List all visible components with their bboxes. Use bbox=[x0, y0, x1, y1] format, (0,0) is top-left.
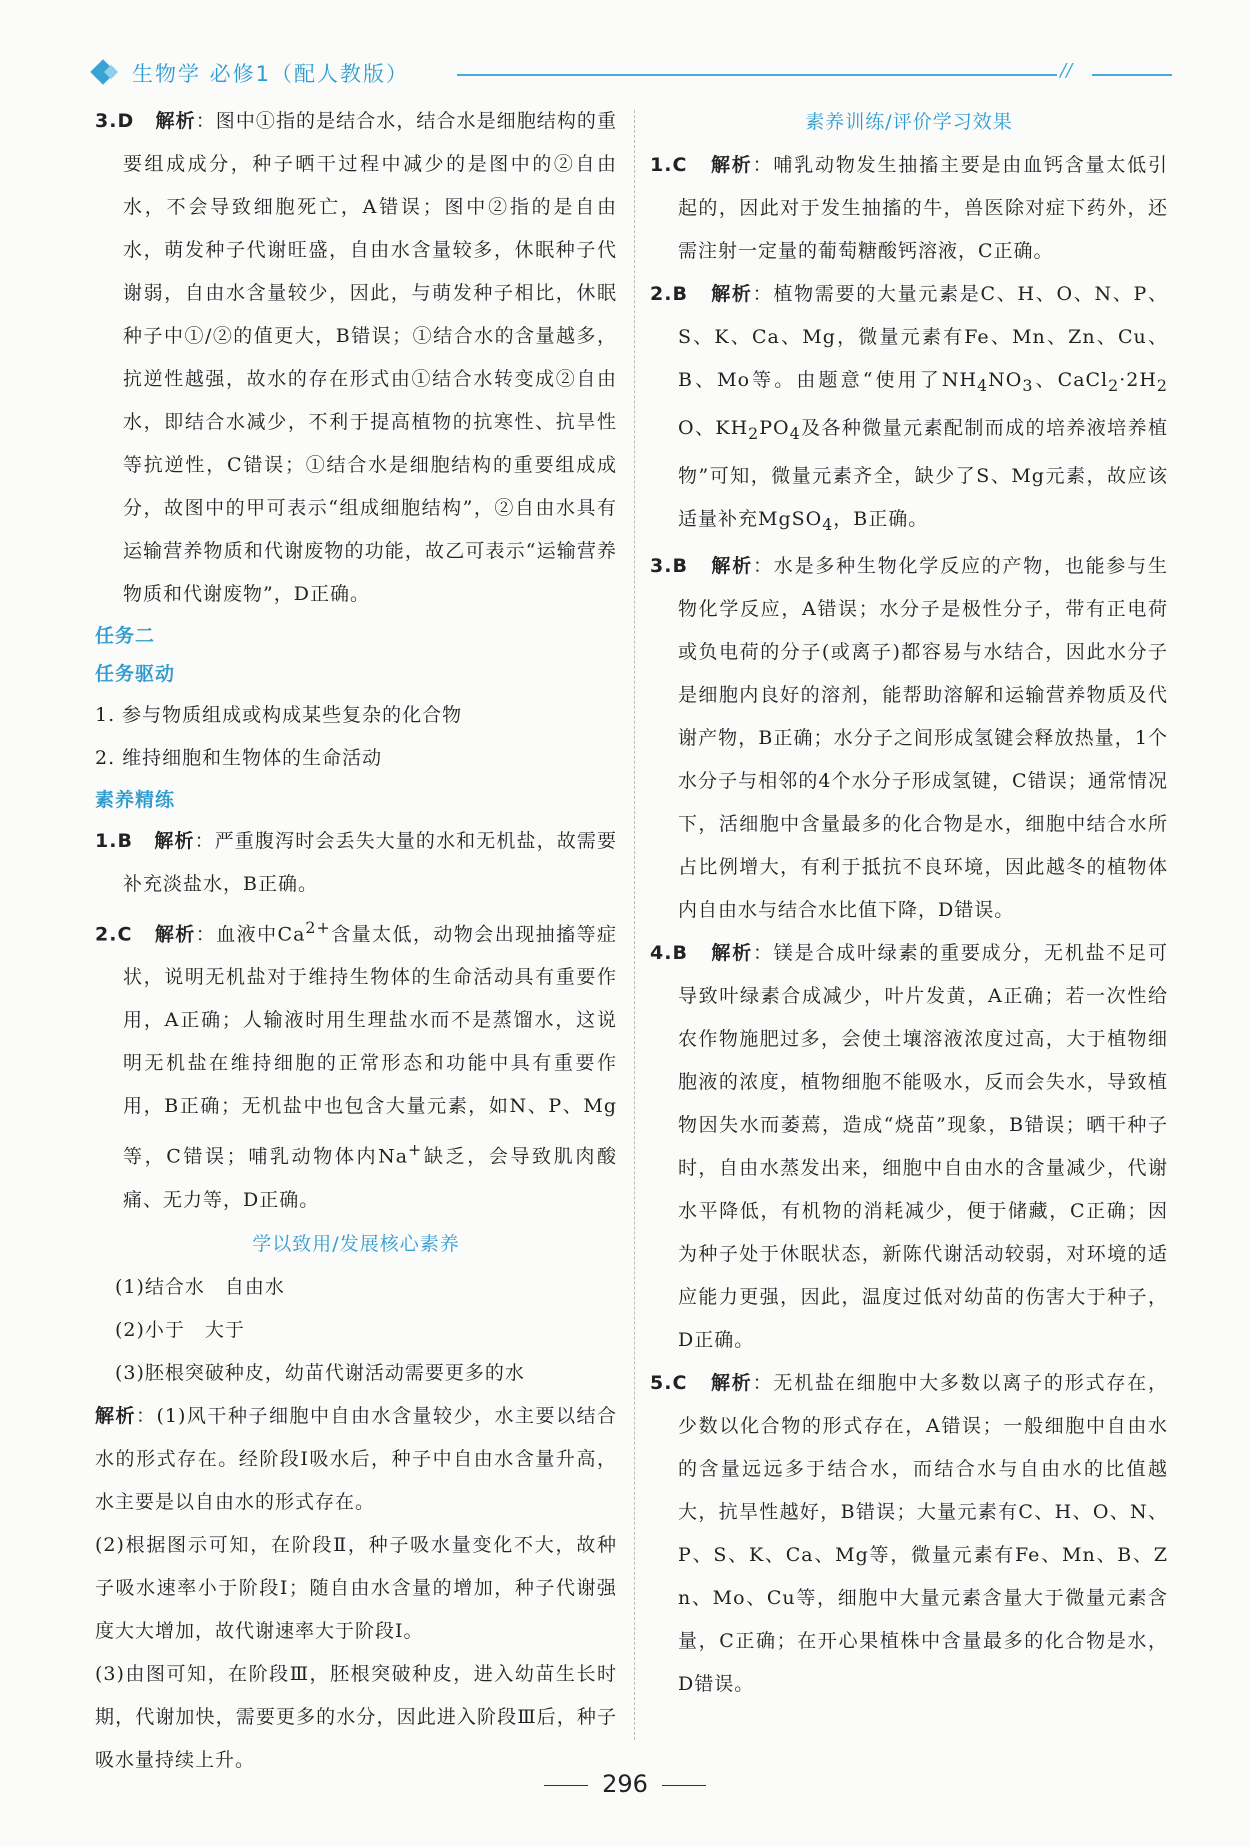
apply-answer-1: (1)结合水 自由水 bbox=[115, 1275, 285, 1298]
right-column bbox=[650, 100, 1168, 1706]
analysis-text: ：植物需要的大量元素是C、H、O、N、P、S、K、Ca、Mg，微量元素有Fe、Mn、Zn、Cu、B、Mo等。由题意“使用了NH bbox=[678, 283, 1168, 391]
answer-item-3 bbox=[95, 100, 617, 616]
item-number: 3. bbox=[95, 110, 118, 132]
formula-subscript: 4 bbox=[789, 423, 801, 443]
formula-subscript: 3 bbox=[1022, 375, 1034, 395]
training-item-4 bbox=[650, 932, 1168, 1362]
answer-letter: B bbox=[117, 830, 133, 852]
analysis-text: 含量太低，动物会出现抽搐等症状，说明无机盐对于维持生物体的生命活动具有重要作用，A正确；人输液时用生理盐水而不是蒸馏水，这说明无机盐在维持细胞的正常形态和功能中具有重要作用，B正确；无机盐中也包含大量元素，如N、P、Mg等，C错误；哺乳动物体内Na bbox=[123, 923, 617, 1168]
answer-letter: C bbox=[672, 154, 688, 176]
analysis-text: ：无机盐在细胞中大多数以离子的形式存在，少数以化合物的形式存在，A错误；一般细胞中自由水的含量远远多于结合水，而结合水与自由水的比值越大，抗旱性越好，B错误；大量元素有C、H、O、N、P、S、K、Ca、Mg等，微量元素有Fe、Mn、B、Zn、Mo、Cu等，细胞中大量元素含量大于微量元素含量，C正确；在开心果植株中含量最多的化合物是水，D错误。 bbox=[678, 1372, 1168, 1696]
section-task-drive: 任务驱动 bbox=[95, 663, 176, 685]
page-number bbox=[0, 1770, 1250, 1798]
formula-subscript: 4 bbox=[822, 514, 834, 534]
header-slash-icon: // bbox=[1060, 60, 1073, 81]
analysis-text: PO bbox=[759, 416, 790, 439]
answer-letter: B bbox=[672, 283, 688, 305]
analysis-text: O、KH bbox=[678, 416, 749, 439]
apply-answer-2: (2)小于 大于 bbox=[115, 1318, 245, 1341]
column-divider bbox=[634, 110, 635, 1740]
section-apply-title: 学以致用/发展核心素养 bbox=[252, 1232, 460, 1255]
page-number-dash-right bbox=[662, 1785, 706, 1786]
book-title: 生物学 必修1（配人教版） bbox=[132, 62, 410, 86]
analysis-label: 解析 bbox=[710, 1372, 753, 1395]
page-number-value: 296 bbox=[602, 1770, 648, 1798]
apply-answer-3: (3)胚根突破种皮，幼苗代谢活动需要更多的水 bbox=[115, 1361, 525, 1384]
item-number: 2. bbox=[95, 923, 118, 946]
analysis-text: ，B正确。 bbox=[833, 507, 929, 530]
analysis-text: ：(1)风干种子细胞中自由水含量较少，水主要以结合水的形式存在。经阶段Ⅰ吸水后，种子中自由水含量升高，水主要是以自由水的形式存在。 bbox=[95, 1404, 617, 1513]
answer-letter: B bbox=[672, 555, 688, 578]
left-column bbox=[95, 100, 617, 1782]
apply-analysis-1 bbox=[95, 1395, 617, 1524]
answer-letter: B bbox=[672, 942, 688, 965]
analysis-text: ·2H bbox=[1119, 369, 1157, 391]
item-number: 2. bbox=[650, 283, 673, 305]
analysis-text: NO bbox=[988, 369, 1023, 391]
training-item-5 bbox=[650, 1362, 1168, 1706]
formula-subscript: 2 bbox=[748, 423, 760, 443]
page-header bbox=[92, 56, 1172, 92]
analysis-text: ：哺乳动物发生抽搐主要是由血钙含量太低引起的，因此对于发生抽搐的牛，兽医除对症下药外，还需注射一定量的葡萄糖酸钙溶液，C正确。 bbox=[678, 154, 1168, 262]
training-item-3 bbox=[650, 545, 1168, 932]
charge-superscript: + bbox=[408, 1140, 423, 1160]
answer-letter: C bbox=[672, 1372, 688, 1395]
item-number: 4. bbox=[650, 942, 673, 965]
practice-item-1 bbox=[95, 820, 617, 906]
analysis-text: ：血液中Ca bbox=[195, 923, 306, 946]
page-number-dash-left bbox=[544, 1785, 588, 1786]
analysis-label: 解析 bbox=[154, 923, 196, 946]
formula-subscript: 4 bbox=[977, 375, 989, 395]
practice-item-2 bbox=[95, 906, 617, 1222]
charge-superscript: 2+ bbox=[305, 918, 331, 937]
header-rule bbox=[457, 74, 1057, 76]
analysis-text: ：水是多种生物化学反应的产物，也能参与生物化学反应，A错误；水分子是极性分子，带有正电荷或负电荷的分子(或离子)都容易与水结合，因此水分子是细胞内良好的溶剂，能帮助溶解和运输营养物质及代谢产物，B正确；水分子之间形成氢键会释放热量，1个水分子与相邻的4个水分子形成氢键，C错误；通常情况下，活细胞中含量最多的化合物是水，细胞中结合水所占比例增大，有利于抵抗不良环境，因此越冬的植物体内自由水与结合水比值下降，D错误。 bbox=[678, 555, 1168, 922]
analysis-text: 、CaCl bbox=[1033, 369, 1109, 391]
drive-item-2: 2. 维持细胞和生物体的生命活动 bbox=[95, 747, 383, 769]
training-item-1 bbox=[650, 144, 1168, 273]
header-rule-end bbox=[1092, 74, 1172, 76]
section-task-2: 任务二 bbox=[95, 625, 156, 647]
analysis-label: 解析 bbox=[154, 830, 195, 852]
analysis-label: 解析 bbox=[711, 942, 753, 965]
item-number: 3. bbox=[650, 555, 673, 578]
section-practice: 素养精练 bbox=[95, 789, 176, 811]
item-number: 1. bbox=[95, 830, 118, 852]
analysis-text: ：图中①指的是结合水，结合水是细胞结构的重要组成成分，种子晒干过程中减少的是图中的②自由水，不会导致细胞死亡，A错误；图中②指的是自由水，萌发种子代谢旺盛，自由水含量较多，休眠种子代谢弱，自由水含量较少，因此，与萌发种子相比，休眠种子中①/②的值更大，B错误；①结合水的含量越多，抗逆性越强，故水的存在形式由①结合水转变成②自由水，即结合水减少，不利于提高植物的抗寒性、抗旱性等抗逆性，C错误；①结合水是细胞结构的重要组成成分，故图中的甲可表示“组成细胞结构”，②自由水具有运输营养物质和代谢废物的功能，故乙可表示“运输营养物质和代谢废物”，D正确。 bbox=[123, 110, 617, 605]
drive-item-1: 1. 参与物质组成或构成某些复杂的化合物 bbox=[95, 704, 463, 726]
analysis-label: 解析 bbox=[711, 555, 753, 578]
section-training-title: 素养训练/评价学习效果 bbox=[805, 111, 1013, 133]
item-number: 5. bbox=[650, 1372, 673, 1395]
formula-subscript: 2 bbox=[1156, 375, 1168, 395]
formula-subscript: 2 bbox=[1108, 375, 1120, 395]
item-number: 1. bbox=[650, 154, 673, 176]
analysis-label: 解析 bbox=[95, 1404, 137, 1427]
analysis-label: 解析 bbox=[711, 283, 753, 305]
analysis-text: 及各种微量元素配制而成的培养液培养植物”可知，微量元素齐全，缺少了S、Mg元素，故应该适量补充MgSO bbox=[678, 416, 1168, 530]
answer-letter: C bbox=[117, 923, 133, 946]
analysis-text: ：镁是合成叶绿素的重要成分，无机盐不足可导致叶绿素合成减少，叶片发黄，A正确；若一次性给农作物施肥过多，会使土壤溶液浓度过高，大于植物细胞液的浓度，植物细胞不能吸水，反而会失水，导致植物因失水而萎蔫，造成“烧苗”现象，B错误；晒干种子时，自由水蒸发出来，细胞中自由水的含量减少，代谢水平降低，有机物的消耗减少，便于储藏，C正确；因为种子处于休眠状态，新陈代谢活动较弱，对环境的适应能力更强，因此，温度过低对幼苗的伤害大于种子，D正确。 bbox=[678, 942, 1168, 1352]
training-item-2 bbox=[650, 273, 1168, 545]
answer-letter: D bbox=[117, 110, 135, 132]
apply-analysis-2: (2)根据图示可知，在阶段Ⅱ，种子吸水量变化不大，故种子吸水速率小于阶段Ⅰ；随自由水含量的增加，种子代谢强度大大增加，故代谢速率大于阶段Ⅰ。 bbox=[95, 1533, 617, 1642]
analysis-label: 解析 bbox=[710, 154, 753, 176]
analysis-label: 解析 bbox=[155, 110, 196, 132]
analysis-text: 缺乏，会导致肌肉酸痛、无力等，D正确。 bbox=[123, 1145, 617, 1211]
analysis-text: ：严重腹泻时会丢失大量的水和无机盐，故需要补充淡盐水，B正确。 bbox=[123, 830, 617, 895]
apply-analysis-3: (3)由图可知，在阶段Ⅲ，胚根突破种皮，进入幼苗生长时期，代谢加快，需要更多的水分，因此进入阶段Ⅲ后，种子吸水量持续上升。 bbox=[95, 1662, 617, 1771]
